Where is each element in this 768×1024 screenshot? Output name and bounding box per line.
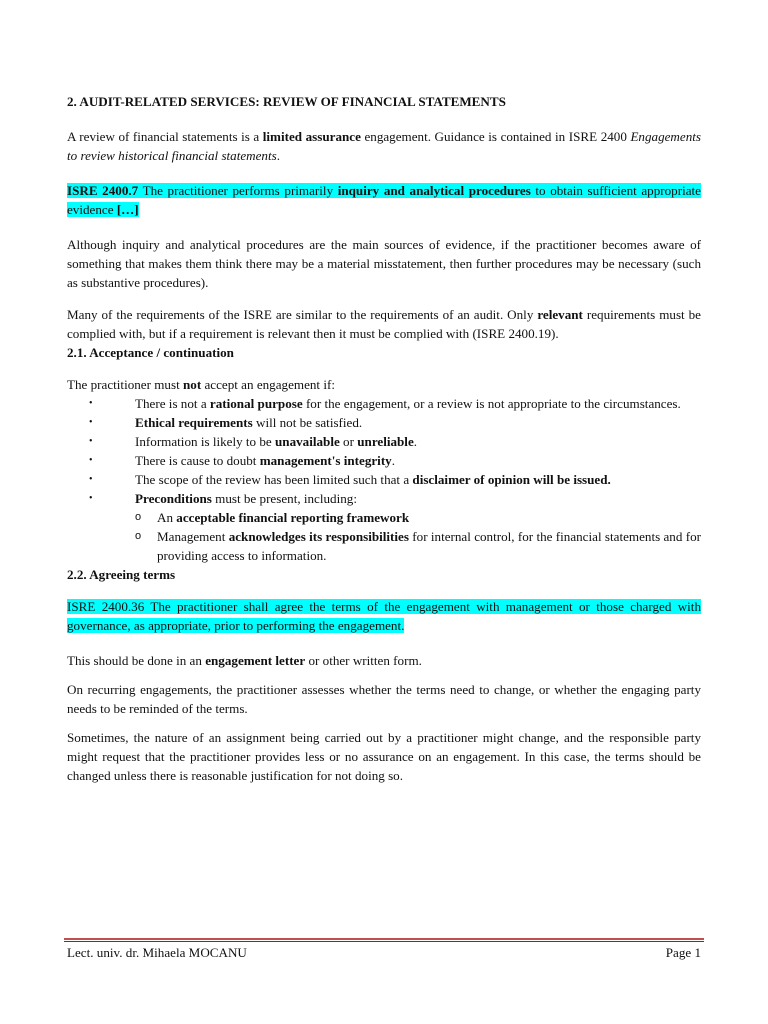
requirements-paragraph: [67, 305, 701, 343]
text-run: An: [157, 510, 177, 525]
highlighted-quote: ISRE 2400.36 The practitioner shall agree the terms of the engagement with management or those charged with governance, as appropriate, prior to performing the engagement.: [67, 599, 701, 633]
assignment-change-paragraph: Sometimes, the nature of an assignment being carried out by a practitioner might change, and the responsible party might request that the practitioner provides less or no assurance on an engagement. In this case, the terms should be changed unless there is reasonable justification for not doing so.: [67, 730, 701, 783]
italic-run: Engagements to review historical financial statements: [67, 129, 701, 163]
text-run: to obtain sufficient appropriate evidence: [67, 183, 701, 217]
text-run: This should be done in an: [67, 653, 206, 668]
text-run: Management: [157, 529, 229, 544]
bold-run: rational purpose: [209, 396, 303, 411]
bullet-marker: •: [89, 455, 93, 466]
bold-run: acceptable financial reporting framework: [176, 510, 410, 525]
footer-rule: [64, 938, 704, 940]
bold-run: not: [183, 377, 202, 392]
text-run: Many of the requirements of the ISRE are similar to the requirements of an audit. Only: [67, 307, 538, 322]
bold-run: unreliable: [357, 434, 414, 449]
bullet-marker: •: [89, 398, 93, 409]
sub-list-item: [135, 508, 701, 527]
bold-run: management's integrity: [259, 453, 392, 468]
bold-run: inquiry and analytical procedures: [337, 183, 531, 198]
footer-author: Lect. univ. dr. Mihaela MOCANU: [67, 945, 247, 960]
text-run: for the engagement, or a review is not appropriate to the circumstances.: [302, 396, 681, 411]
list-item: [67, 470, 701, 489]
text-run: The practitioner performs primarily: [138, 183, 338, 198]
bold-run: […]: [116, 202, 139, 217]
text-run: The practitioner must: [67, 377, 183, 392]
text-run: .: [276, 148, 280, 163]
engagement-letter-paragraph: [67, 651, 701, 670]
highlighted-quote: [67, 183, 701, 217]
text-run: There is not a: [135, 396, 210, 411]
bold-run: acknowledges its responsibilities: [228, 529, 409, 544]
acceptance-list: [67, 394, 701, 565]
text-run: or: [339, 434, 358, 449]
text-run: There is cause to doubt: [135, 453, 260, 468]
bold-run: engagement letter: [205, 653, 306, 668]
text-run: requirements must be complied with, but if a requirement is relevant then it must be complied with (ISRE 2400.19).: [67, 307, 701, 341]
bold-run: disclaimer of opinion will be issued.: [412, 472, 611, 487]
text-run: for internal control, for the financial statements and for providing access to information.: [157, 529, 701, 563]
recurring-engagements-paragraph: On recurring engagements, the practitioner assesses whether the terms need to change, or whether the engaging party needs to be reminded of the terms.: [67, 682, 701, 716]
sub-list-item: [135, 527, 701, 565]
text-run: must be present, including:: [211, 491, 357, 506]
bold-run: Ethical requirements: [135, 415, 253, 430]
sub-bullet-marker: o: [135, 530, 142, 542]
text-run: Information is likely to be: [135, 434, 276, 449]
list-item: [67, 451, 701, 470]
section-2-2-title: 2.2. Agreeing terms: [67, 567, 176, 582]
section-2-1-title: 2.1. Acceptance / continuation: [67, 345, 234, 360]
inquiry-paragraph: Although inquiry and analytical procedures are the main sources of evidence, if the practitioner becomes aware of something that makes them think there may be a material misstatement, then further procedures may be necessary (such as substantive procedures).: [67, 237, 701, 290]
text-run: engagement. Guidance is contained in ISRE 2400: [360, 129, 631, 144]
text-run: accept an engagement if:: [201, 377, 335, 392]
list-item: [67, 413, 701, 432]
bold-run: limited assurance: [262, 129, 361, 144]
list-item: [67, 394, 701, 413]
text-run: A review of financial statements is a: [67, 129, 263, 144]
preconditions-sublist: [135, 508, 701, 565]
bold-run: relevant: [537, 307, 583, 322]
acceptance-lead: [67, 375, 701, 394]
bullet-marker: •: [89, 436, 93, 447]
section-heading: 2. AUDIT-RELATED SERVICES: REVIEW OF FINANCIAL STATEMENTS: [67, 94, 506, 109]
page-number: Page 1: [665, 945, 701, 960]
isre-2400-36-quote: [67, 597, 701, 635]
bullet-marker: •: [89, 417, 93, 428]
page-content: [67, 92, 701, 785]
list-item: [67, 489, 701, 565]
isre-2400-7-quote: [67, 181, 701, 219]
footer-rule-secondary: [64, 941, 704, 942]
standard-reference: ISRE 2400.7: [67, 183, 139, 198]
bullet-marker: •: [89, 474, 93, 485]
bullet-marker: •: [89, 493, 93, 504]
text-run: .: [413, 434, 418, 449]
text-run: .: [391, 453, 396, 468]
list-item: [67, 432, 701, 451]
intro-paragraph: [67, 127, 701, 165]
text-run: will not be satisfied.: [252, 415, 363, 430]
bold-run: Preconditions: [135, 491, 212, 506]
text-run: or other written form.: [305, 653, 422, 668]
bold-run: unavailable: [275, 434, 340, 449]
text-run: The scope of the review has been limited such that a: [135, 472, 413, 487]
sub-bullet-marker: o: [135, 511, 142, 523]
